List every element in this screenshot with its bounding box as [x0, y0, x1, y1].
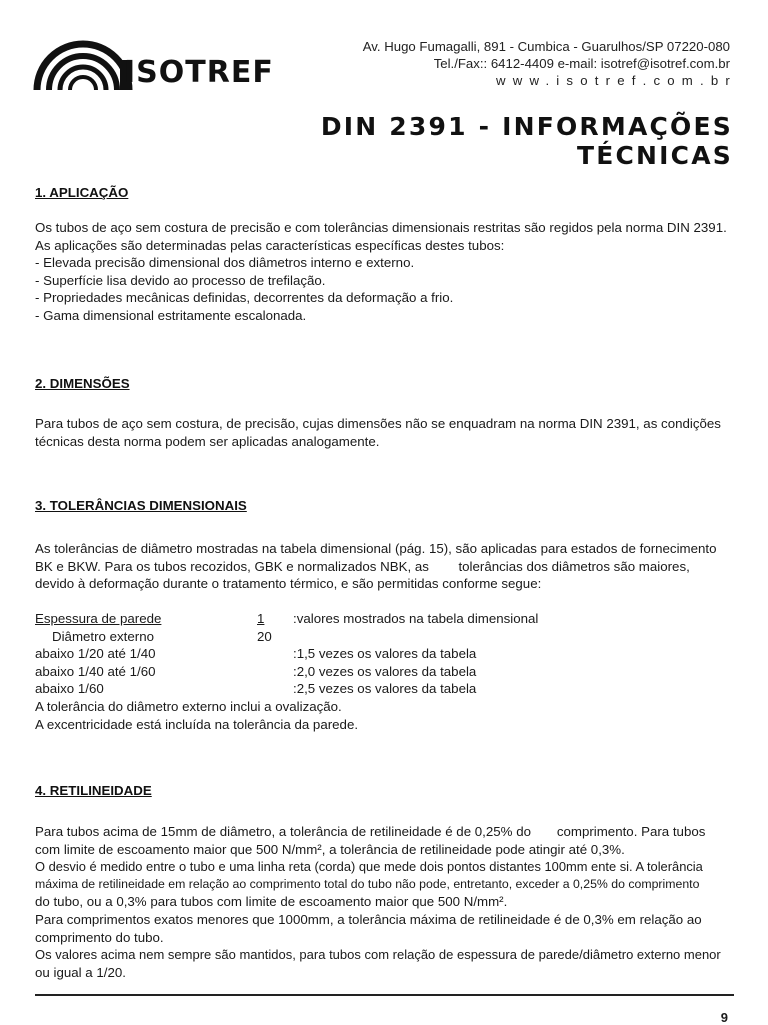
page-title: DIN 2391 - INFORMAÇÕES TÉCNICAS: [320, 112, 733, 170]
section-heading-dimensoes: 2. DIMENSÕES: [35, 376, 130, 391]
tolerance-note: A tolerância do diâmetro externo inclui a ovalização.: [35, 698, 342, 714]
logo-wordmark: ISOTREF: [124, 55, 274, 90]
list-item: - Superfície lisa devido ao processo de trefilação.: [35, 272, 326, 288]
tolerance-range: abaixo 1/20 até 1/40: [35, 646, 156, 662]
paragraph-line: máxima de retilineidade em relação ao comprimento total do tubo não pode, entretanto, exceder a 0,25% do comprimento: [35, 876, 700, 891]
list-item: - Gama dimensional estritamente escalonada.: [35, 307, 307, 323]
section-heading-aplicacao: 1. APLICAÇÃO: [35, 185, 129, 200]
section-heading-retilineidade: 4. RETILINEIDADE: [35, 783, 152, 798]
paragraph-line: técnicas desta norma podem ser aplicadas analogamente.: [35, 433, 380, 449]
tolerance-range: abaixo 1/40 até 1/60: [35, 663, 156, 679]
paragraph-line: O desvio é medido entre o tubo e uma linha reta (corda) que mede dois pontos distantes 100mm ente si. A tolerância: [35, 859, 703, 875]
address: Av. Hugo Fumagalli, 891 - Cumbica - Guarulhos/SP 07220-080: [362, 39, 730, 54]
footer-divider: [35, 994, 734, 996]
tolerance-range: abaixo 1/60: [35, 681, 104, 697]
tolerance-value: :2,0 vezes os valores da tabela: [293, 663, 477, 679]
tolerance-subheader-row: [35, 628, 734, 646]
paragraph-line: comprimento do tubo.: [35, 929, 164, 945]
list-item: - Elevada precisão dimensional dos diâmetros interno e externo.: [35, 255, 415, 271]
paragraph-line: Para tubos acima de 15mm de diâmetro, a tolerância de retilineidade é de 0,25% do comprimento. Para tubos: [35, 824, 706, 839]
tolerance-value: :2,5 vezes os valores da tabela: [293, 681, 477, 697]
tolerance-numerator: 1: [257, 611, 265, 626]
phone-email: Tel./Fax:: 6412-4409 e-mail: isotref@isotref.com.br: [433, 56, 730, 71]
paragraph-line: do tubo, ou a 0,3% para tubos com limite de escoamento maior que 500 N/mm².: [35, 894, 508, 910]
tolerance-header-label: Espessura de parede: [35, 611, 162, 626]
tolerance-header-row: [35, 610, 734, 628]
list-item: - Propriedades mecânicas definidas, decorrentes da deformação a frio.: [35, 290, 454, 306]
table-row: [35, 663, 734, 681]
note-row: [35, 716, 734, 734]
section-text-dimensoes: [35, 415, 734, 450]
tolerance-table: [35, 610, 734, 733]
section-text-retilineidade: [35, 823, 734, 981]
paragraph-line: devido à deformação durante o tratamento térmico, e são permitidas conforme segue:: [35, 576, 542, 592]
paragraph-line: Os tubos de aço sem costura de precisão e com tolerâncias dimensionais restritas são regidos pela norma DIN 2391.: [35, 220, 727, 235]
tolerance-note: A excentricidade está incluída na tolerância da parede.: [35, 716, 359, 732]
contact-info: [362, 38, 737, 89]
table-row: [35, 645, 734, 663]
section-heading-tolerancias: 3. TOLERÂNCIAS DIMENSIONAIS: [35, 498, 247, 513]
paragraph-line: ou igual a 1/20.: [35, 964, 126, 980]
note-row: [35, 698, 734, 716]
paragraph-line: Os valores acima nem sempre são mantidos, para tubos com relação de espessura de parede/diâmetro externo menor: [35, 947, 721, 963]
section-text-aplicacao: [35, 219, 734, 325]
paragraph-line: Para tubos de aço sem costura, de precisão, cujas dimensões não se enquadram na norma DIN 2391, as condições: [35, 416, 721, 431]
table-row: [35, 680, 734, 698]
paragraph-line: As aplicações são determinadas pelas características específicas destes tubos:: [35, 237, 505, 253]
logo-arcs-icon: [33, 28, 133, 92]
website: www.isotref.com.br: [496, 73, 737, 88]
paragraph-line: As tolerâncias de diâmetro mostradas na tabela dimensional (pág. 15), são aplicadas para estados de fornecimento: [35, 541, 717, 556]
tolerance-denominator: 20: [257, 628, 272, 644]
section-text-tolerancias: [35, 540, 734, 593]
page-number: 9: [720, 1010, 728, 1025]
tolerance-subheader-label: Diâmetro externo: [52, 628, 154, 644]
paragraph-line: Para comprimentos exatos menores que 1000mm, a tolerância máxima de retilineidade é de 0,3% em relação ao: [35, 911, 702, 927]
paragraph-line: com limite de escoamento maior que 500 N/mm², a tolerância de retilineidade pode atingir até 0,3%.: [35, 841, 625, 857]
tolerance-header-value: :valores mostrados na tabela dimensional: [293, 611, 539, 626]
tolerance-value: :1,5 vezes os valores da tabela: [293, 646, 477, 662]
paragraph-line: BK e BKW. Para os tubos recozidos, GBK e normalizados NBK, as tolerâncias dos diâmetros são maiores,: [35, 558, 690, 574]
